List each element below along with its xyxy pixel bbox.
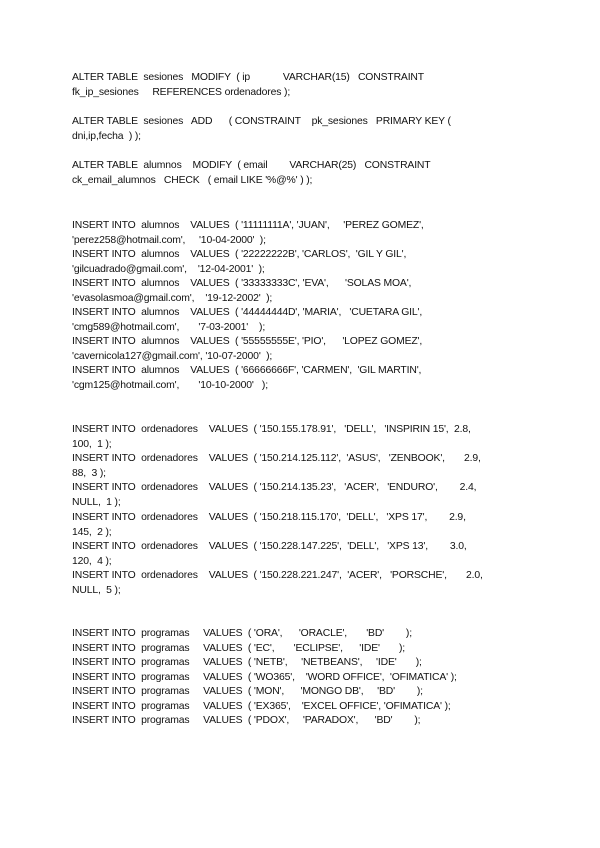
- insert-ordenadores-line: INSERT INTO ordenadores VALUES ( '150.228.147.225', 'DELL', 'XPS 13', 3.0,: [72, 541, 467, 552]
- insert-programas-line: INSERT INTO programas VALUES ( 'EX365', 'EXCEL OFFICE', 'OFIMATICA' );: [72, 701, 451, 712]
- insert-alumnos-line: INSERT INTO alumnos VALUES ( '11111111A', 'JUAN', 'PEREZ GOMEZ',: [72, 220, 424, 231]
- insert-programas-line: INSERT INTO programas VALUES ( 'ORA', 'ORACLE', 'BD' );: [72, 628, 412, 639]
- insert-ordenadores-line: 120, 4 );: [72, 556, 112, 567]
- insert-programas-line: INSERT INTO programas VALUES ( 'WO365', 'WORD OFFICE', 'OFIMATICA' );: [72, 672, 457, 683]
- alter-sesiones-add-line-2: dni,ip,fecha ) );: [72, 131, 141, 142]
- insert-alumnos-line: INSERT INTO alumnos VALUES ( '66666666F', 'CARMEN', 'GIL MARTIN',: [72, 365, 422, 376]
- insert-programas-line: INSERT INTO programas VALUES ( 'NETB', 'NETBEANS', 'IDE' );: [72, 657, 422, 668]
- insert-ordenadores-line: INSERT INTO ordenadores VALUES ( '150.214.135.23', 'ACER', 'ENDURO', 2.4,: [72, 482, 477, 493]
- insert-alumnos-line: 'gilcuadrado@gmail.com', '12-04-2001' );: [72, 264, 265, 275]
- insert-ordenadores-line: INSERT INTO ordenadores VALUES ( '150.155.178.91', 'DELL', 'INSPIRIN 15', 2.8,: [72, 424, 471, 435]
- insert-ordenadores-line: NULL, 1 );: [72, 497, 121, 508]
- insert-alumnos-line: 'cgm125@hotmail.com', '10-10-2000' );: [72, 380, 268, 391]
- insert-alumnos-line: 'cavernicola127@gmail.com', '10-07-2000' );: [72, 351, 273, 362]
- insert-programas-line: INSERT INTO programas VALUES ( 'EC', 'ECLIPSE', 'IDE' );: [72, 643, 406, 654]
- insert-ordenadores-line: 88, 3 );: [72, 468, 106, 479]
- alter-sesiones-modify-line-1: ALTER TABLE sesiones MODIFY ( ip VARCHAR(15) CONSTRAINT: [72, 72, 424, 83]
- insert-ordenadores-line: INSERT INTO ordenadores VALUES ( '150.218.115.170', 'DELL', 'XPS 17', 2.9,: [72, 512, 466, 523]
- insert-alumnos-line: INSERT INTO alumnos VALUES ( '33333333C', 'EVA', 'SOLAS MOA',: [72, 278, 412, 289]
- insert-ordenadores-line: INSERT INTO ordenadores VALUES ( '150.214.125.112', 'ASUS', 'ZENBOOK', 2.9,: [72, 453, 481, 464]
- insert-alumnos-line: 'perez258@hotmail.com', '10-04-2000' );: [72, 235, 266, 246]
- insert-alumnos-line: INSERT INTO alumnos VALUES ( '22222222B', 'CARLOS', 'GIL Y GIL',: [72, 249, 407, 260]
- insert-ordenadores-line: NULL, 5 );: [72, 585, 121, 596]
- insert-ordenadores-line: 145, 2 );: [72, 527, 112, 538]
- alter-sesiones-add-line-1: ALTER TABLE sesiones ADD ( CONSTRAINT pk_sesiones PRIMARY KEY (: [72, 116, 451, 127]
- insert-programas-line: INSERT INTO programas VALUES ( 'PDOX', 'PARADOX', 'BD' );: [72, 715, 421, 726]
- insert-alumnos-line: 'cmg589@hotmail.com', '7-03-2001' );: [72, 322, 266, 333]
- insert-programas-line: INSERT INTO programas VALUES ( 'MON', 'MONGO DB', 'BD' );: [72, 686, 423, 697]
- insert-alumnos-line: INSERT INTO alumnos VALUES ( '55555555E', 'PIO', 'LOPEZ GOMEZ',: [72, 336, 423, 347]
- alter-alumnos-modify-line-2: ck_email_alumnos CHECK ( email LIKE '%@%' ) );: [72, 175, 313, 186]
- alter-sesiones-modify-line-2: fk_ip_sesiones REFERENCES ordenadores );: [72, 87, 291, 98]
- insert-ordenadores-line: INSERT INTO ordenadores VALUES ( '150.228.221.247', 'ACER', 'PORSCHE', 2.0,: [72, 570, 483, 581]
- insert-alumnos-line: INSERT INTO alumnos VALUES ( '44444444D', 'MARIA', 'CUETARA GIL',: [72, 307, 423, 318]
- alter-alumnos-modify-line-1: ALTER TABLE alumnos MODIFY ( email VARCHAR(25) CONSTRAINT: [72, 160, 431, 171]
- insert-ordenadores-line: 100, 1 );: [72, 439, 112, 450]
- insert-alumnos-line: 'evasolasmoa@gmail.com', '19-12-2002' );: [72, 293, 273, 304]
